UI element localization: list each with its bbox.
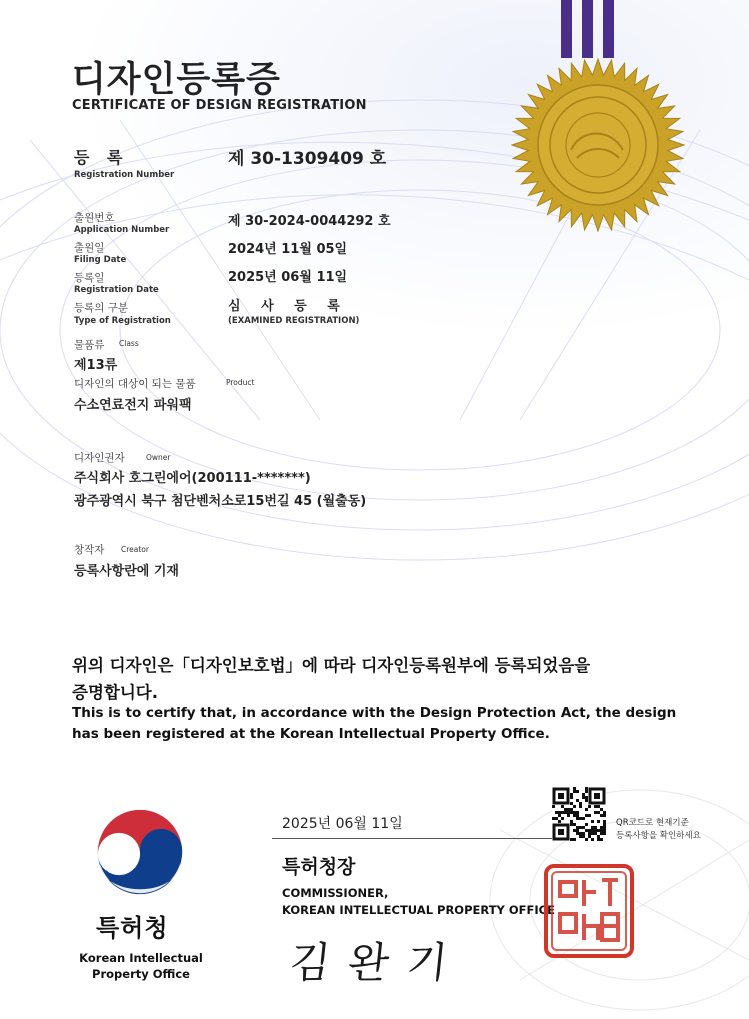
- qr-note-line2: 등록사항을 확인하세요: [616, 831, 701, 841]
- qr-note-line1: QR코드로 현재기준: [616, 818, 689, 828]
- registration-number-label: 등 록: [74, 148, 129, 167]
- qr-code-icon[interactable]: [552, 787, 606, 841]
- registration-type-value: 심 사 등 록: [228, 299, 348, 314]
- commissioner-title-english-line2: KOREAN INTELLECTUAL PROPERTY OFFICE: [282, 903, 555, 917]
- registration-type-label: 등록의 구분: [74, 302, 129, 314]
- filing-date-value: 2024년 11월 05일: [228, 242, 348, 257]
- registration-type-label-en: Type of Registration: [74, 316, 171, 326]
- commissioner-title-korean: 특허청장: [282, 856, 356, 878]
- owner-label-en: Owner: [146, 453, 171, 462]
- kipo-name-korean: 특허청: [96, 914, 169, 942]
- product-value: 수소연료전지 파워팩: [74, 398, 192, 413]
- creator-label: 창작자: [74, 544, 105, 556]
- registration-date-label-en: Registration Date: [74, 285, 159, 295]
- commissioner-signature: 김완기: [287, 938, 469, 987]
- product-label-en: Product: [226, 378, 255, 387]
- registration-number-label-en: Registration Number: [74, 170, 175, 180]
- certification-english-line1: This is to certify that, in accordance with the Design Protection Act, the design: [72, 705, 677, 721]
- kipo-name-english-line2: Property Office: [92, 967, 190, 981]
- certification-korean-line2: 증명합니다.: [72, 683, 158, 702]
- registration-date-label: 등록일: [74, 272, 105, 284]
- certificate-title-korean: 디자인등록증: [72, 60, 281, 100]
- issuance-date: 2025년 06월 11일: [282, 816, 403, 832]
- date-underline: [272, 838, 552, 839]
- application-number-label-en: Application Number: [74, 225, 170, 235]
- creator-label-en: Creator: [121, 545, 149, 554]
- filing-date-label: 출원일: [74, 242, 105, 254]
- class-label-en: Class: [119, 339, 139, 348]
- class-label: 물품류: [74, 339, 105, 351]
- kipo-name-english-line1: Korean Intellectual: [79, 951, 203, 965]
- ribbon-stripe: [561, 0, 572, 58]
- application-number-label: 출원번호: [74, 212, 115, 224]
- owner-address: 광주광역시 북구 첨단벤처소로15번길 45 (월출동): [74, 494, 367, 509]
- owner-label: 디자인권자: [74, 452, 125, 464]
- commissioner-title-english-line1: COMMISSIONER,: [282, 886, 389, 900]
- certification-korean-line1: 위의 디자인은「디자인보호법」에 따라 디자인등록원부에 등록되었음을: [72, 656, 591, 675]
- registration-date-value: 2025년 06월 11일: [228, 270, 348, 285]
- ribbon-stripe: [603, 0, 614, 58]
- registration-type-value-en: (EXAMINED REGISTRATION): [228, 316, 360, 326]
- official-red-stamp-icon: [542, 862, 636, 960]
- class-value: 제13류: [74, 358, 118, 373]
- certification-english-line2: has been registered at the Korean Intellectual Property Office.: [72, 726, 550, 742]
- owner-name: 주식회사 호그린에어(200111-*******): [74, 471, 311, 486]
- registration-number-value: 제 30-1309409 호: [228, 149, 387, 169]
- product-label: 디자인의 대상이 되는 물품: [74, 378, 196, 390]
- kipo-taegeuk-logo-icon: [94, 808, 186, 900]
- certificate-title-english: CERTIFICATE OF DESIGN REGISTRATION: [72, 98, 367, 113]
- ribbon-stripe: [582, 0, 593, 58]
- gold-seal-icon: [511, 58, 685, 232]
- application-number-value: 제 30-2024-0044292 호: [228, 214, 391, 229]
- creator-value: 등록사항란에 기재: [74, 564, 179, 579]
- filing-date-label-en: Filing Date: [74, 255, 127, 265]
